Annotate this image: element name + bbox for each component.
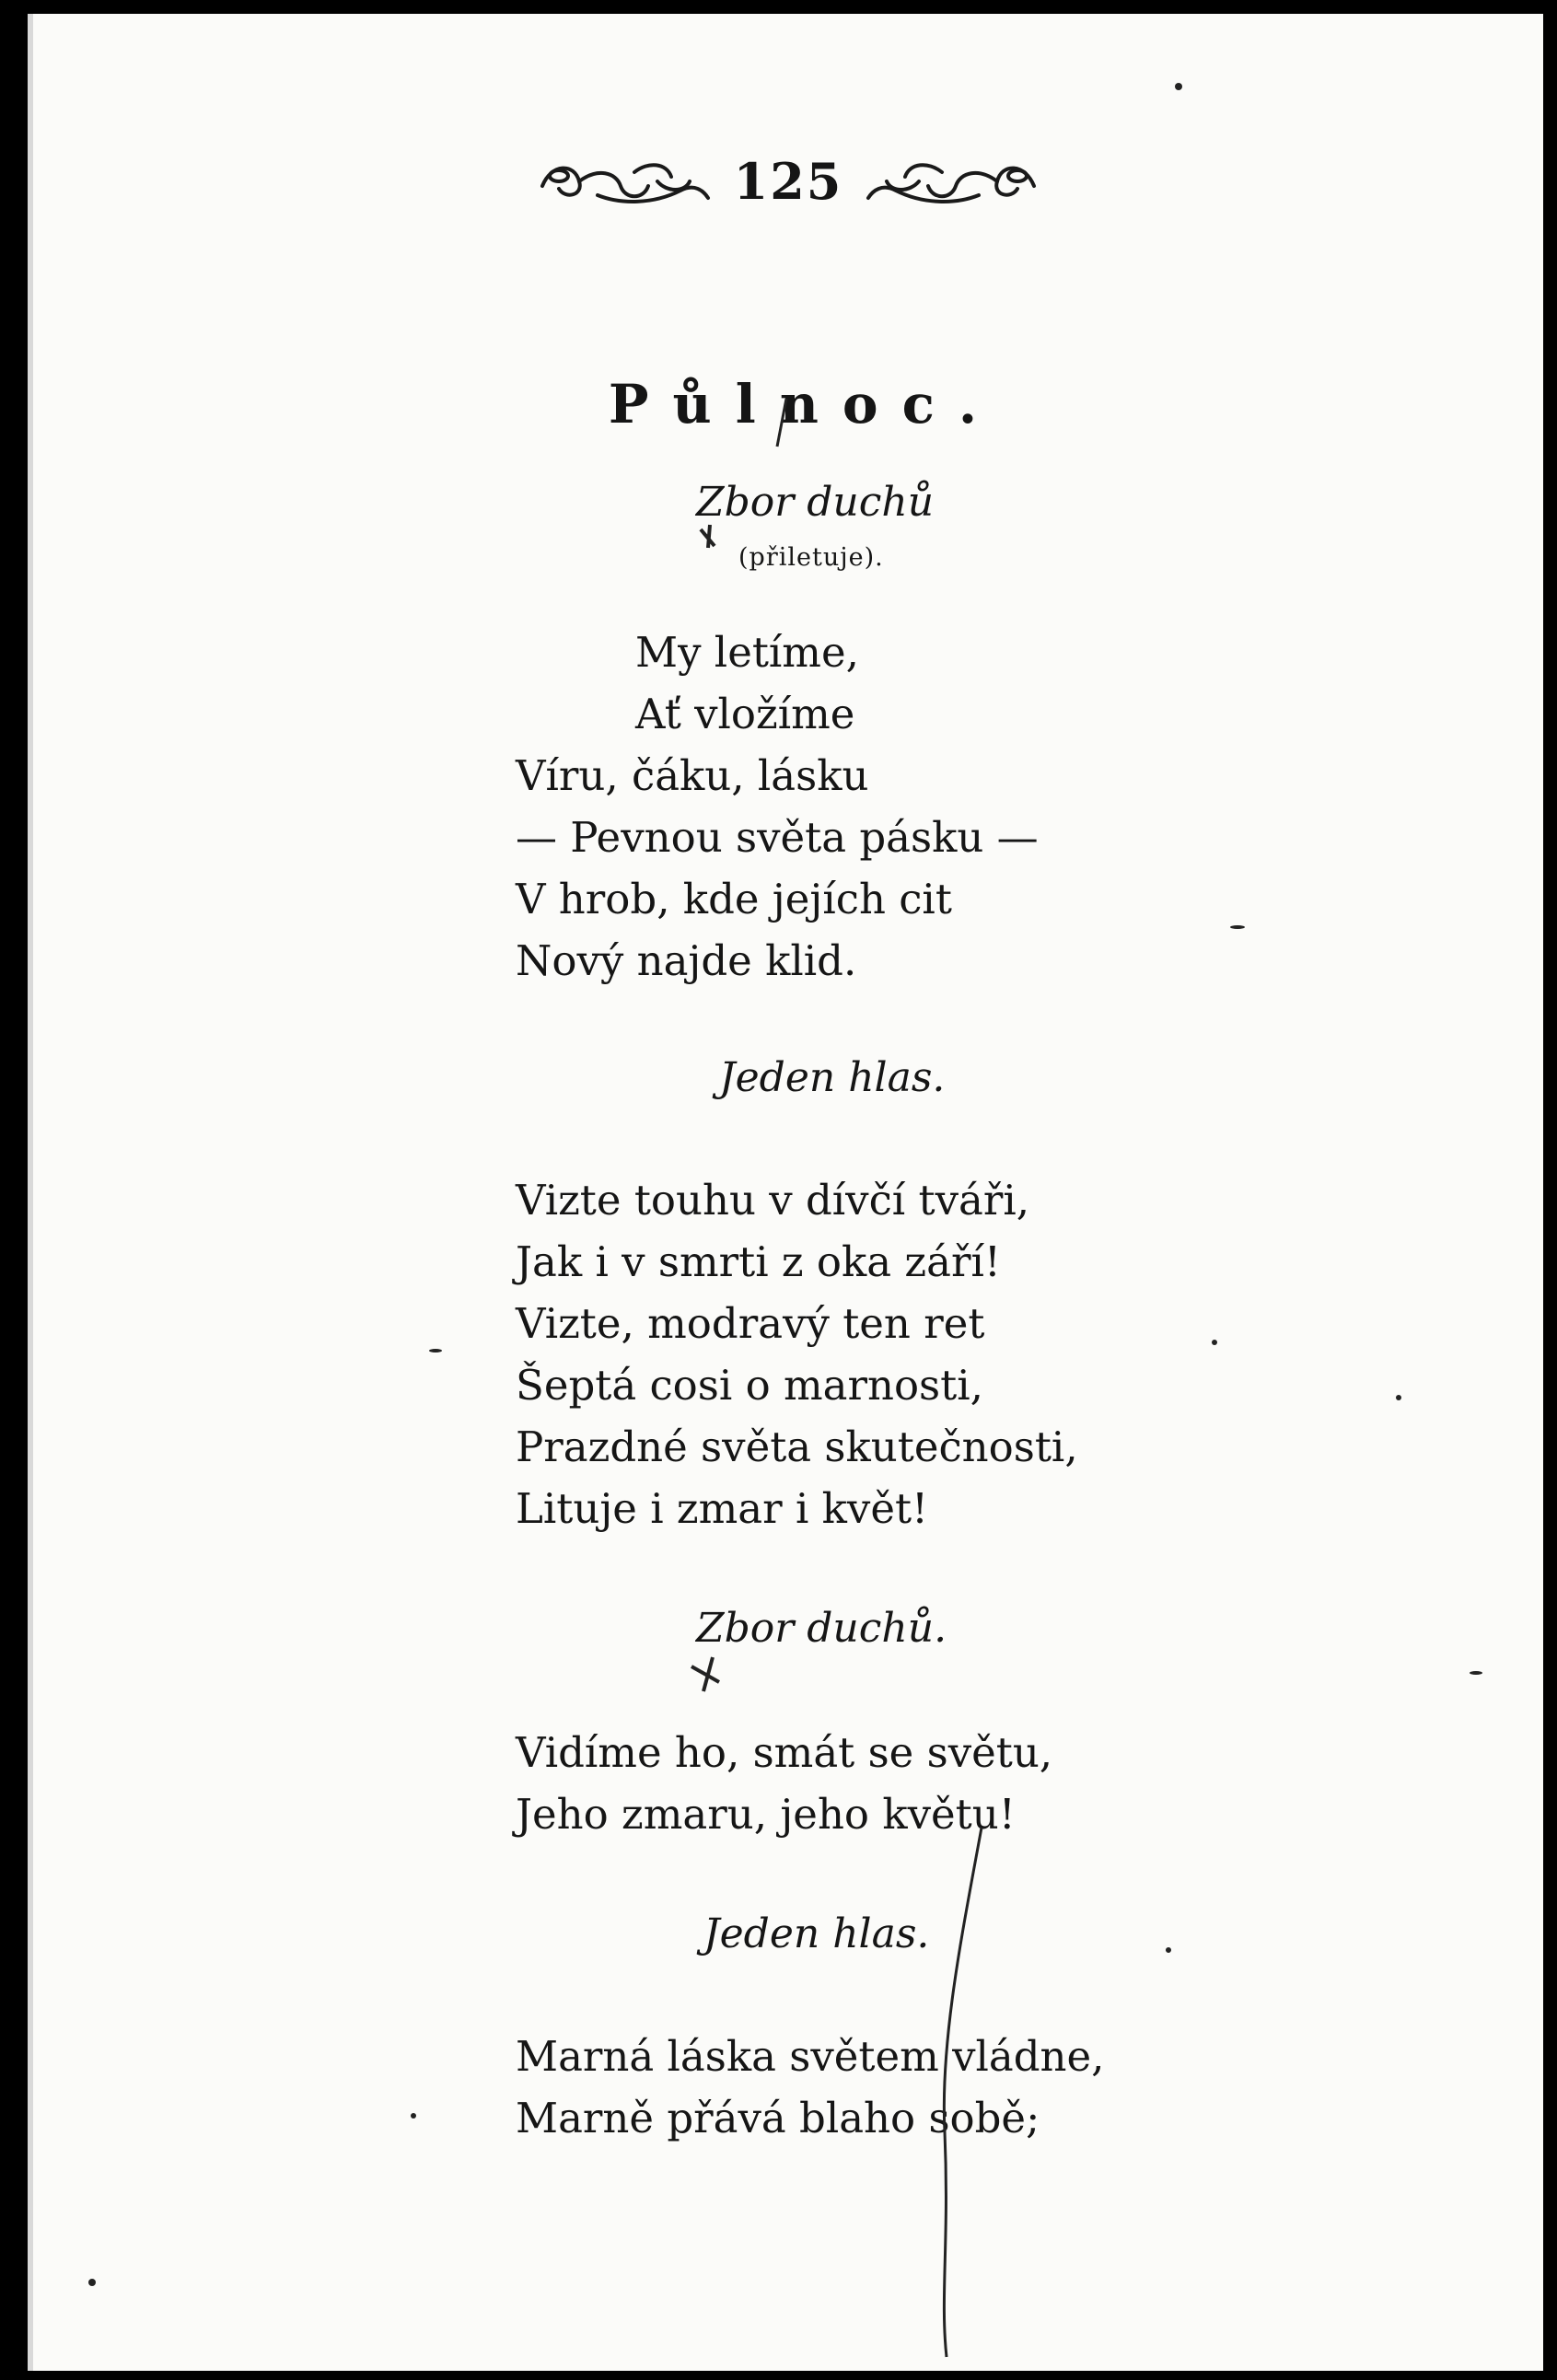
page-header: [33, 152, 1543, 211]
poem-title: Půlnoc.: [608, 373, 1002, 435]
verse-line: Jak i v smrti z oka září!: [516, 1237, 1001, 1286]
verse-line: Vidíme ho, smát se světu,: [516, 1728, 1053, 1777]
scan-speck: [1175, 83, 1182, 90]
book-page: [28, 14, 1543, 2371]
speaker-heading: Zbor duchů.: [696, 1605, 947, 1652]
left-ornament-icon: [533, 154, 717, 209]
page-number: 125: [733, 152, 843, 211]
verse-line: V hrob, kde jejích cit: [516, 875, 952, 923]
verse-line: — Pevnou světa pásku —: [516, 813, 1039, 862]
scan-speck: [1212, 1340, 1217, 1345]
scan-speck: [1396, 1395, 1401, 1400]
speaker-heading: Jeden hlas.: [703, 1910, 930, 1957]
verse-line: Marně přává blaho sobě;: [516, 2094, 1040, 2142]
scan-speck: [1166, 1947, 1171, 1953]
verse-line: My letíme,: [635, 628, 859, 677]
verse-line: Prazdné světa skutečnosti,: [516, 1422, 1078, 1471]
stanza-4: [516, 2026, 1104, 2149]
stanza-3: [516, 1722, 1052, 1845]
speaker-heading: Jeden hlas.: [719, 1054, 946, 1101]
verse-line: Vizte touhu v dívčí tváři,: [516, 1176, 1030, 1225]
scan-speck: [1230, 925, 1245, 929]
verse-line: Vizte, modravý ten ret: [516, 1299, 985, 1348]
right-ornament-icon: [859, 154, 1043, 209]
speaker-heading: Zbor duchů: [696, 479, 935, 526]
stanza-1: [516, 621, 1039, 992]
verse-line: Lituje i zmar i květ!: [516, 1484, 929, 1533]
scan-speck: [88, 2279, 96, 2286]
verse-line: Ať vložíme: [635, 690, 855, 738]
scan-speck: [1470, 1671, 1482, 1675]
verse-line: Víru, čáku, lásku: [516, 751, 869, 800]
verse-line: Nový najde klid.: [516, 936, 857, 985]
stage-direction: (přiletuje).: [738, 543, 884, 572]
stanza-2: [516, 1169, 1078, 1539]
verse-line: Marná láska světem vládne,: [516, 2032, 1105, 2081]
verse-line: Jeho zmaru, jeho květu!: [516, 1790, 1016, 1839]
verse-line: Šeptá cosi o marnosti,: [516, 1361, 983, 1410]
scan-speck: [411, 2113, 416, 2119]
scan-speck: [429, 1349, 442, 1353]
